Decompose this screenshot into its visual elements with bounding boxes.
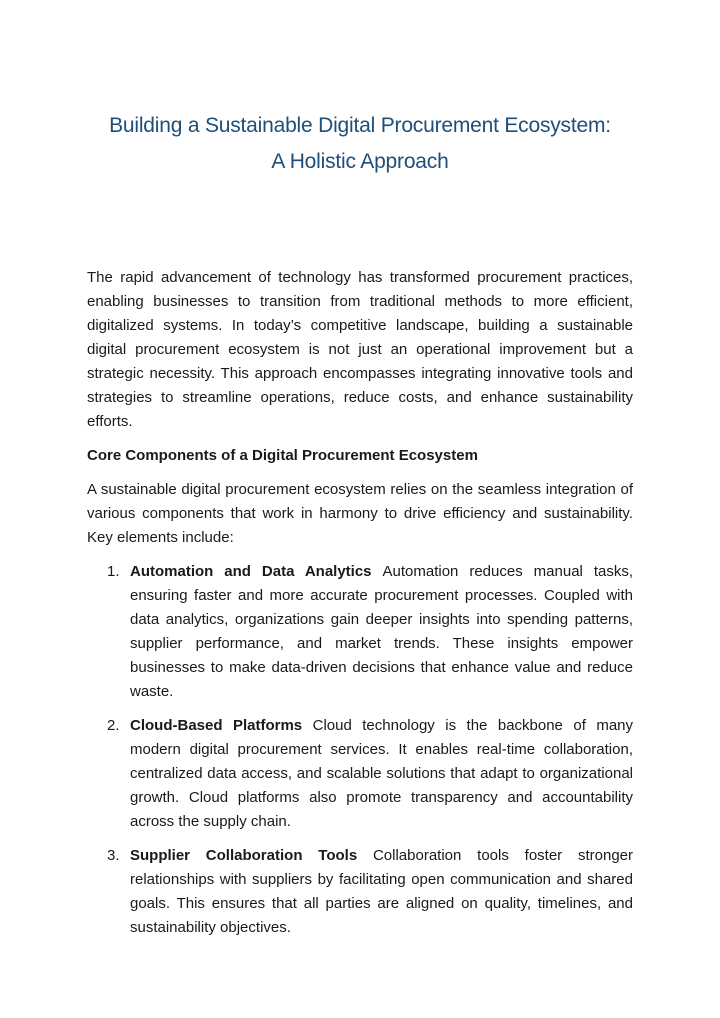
- list-item: [87, 714, 633, 834]
- section-heading: Core Components of a Digital Procurement Ecosystem: [87, 447, 478, 464]
- list-item-number: 2.: [107, 717, 120, 734]
- section-intro-paragraph: A sustainable digital procurement ecosystem relies on the seamless integration of various components that work in harmony to drive efficiency and sustainability. Key elements include:: [87, 481, 633, 546]
- title-line-2: A Holistic Approach: [271, 150, 449, 173]
- list-item: [87, 560, 633, 704]
- list-item-text: Automation reduces manual tasks, ensuring faster and more accurate procurement processes. Coupled with data analytics, organizations gain deeper insights into spending patterns, supplier performance, and market trends. These insights empower businesses to make data-driven decisions that enhance value and reduce waste.: [130, 563, 634, 700]
- list-item-title: Supplier Collaboration Tools: [130, 847, 373, 864]
- document-page: [87, 108, 633, 950]
- title-line-1: Building a Sustainable Digital Procurement Ecosystem:: [109, 114, 611, 137]
- list-item-number: 3.: [107, 847, 120, 864]
- list-item-title: Cloud-Based Platforms: [130, 717, 313, 734]
- page-title: [87, 108, 633, 180]
- list-item-title: Automation and Data Analytics: [130, 563, 383, 580]
- list-item-text: Collaboration tools foster stronger relationships with suppliers by facilitating open communication and shared goals. This ensures that all parties are aligned on quality, timelines, and sustainability objectives.: [130, 847, 633, 936]
- components-list: [87, 560, 633, 940]
- list-item: [87, 844, 633, 940]
- list-item-number: 1.: [107, 563, 120, 580]
- intro-paragraph: The rapid advancement of technology has transformed procurement practices, enabling businesses to transition from traditional methods to more efficient, digitalized systems. In today’s competitive landscape, building a sustainable digital procurement ecosystem is not just an operational improvement but a strategic necessity. This approach encompasses integrating innovative tools and strategies to streamline operations, reduce costs, and enhance sustainability efforts.: [87, 269, 633, 430]
- list-item-text: Cloud technology is the backbone of many modern digital procurement services. It enables real-time collaboration, centralized data access, and scalable solutions that adapt to organizational growth. Cloud platforms also promote transparency and accountability across the supply chain.: [130, 717, 633, 830]
